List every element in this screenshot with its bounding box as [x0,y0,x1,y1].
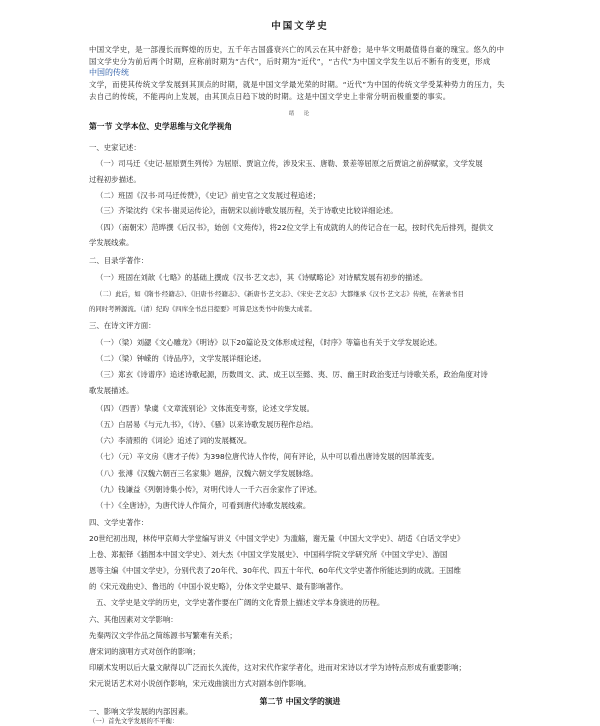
text-line: 先秦两汉文学作品之简练源书写繁难有关系； [89,631,237,640]
text-line: （七）（元）辛文房《唐才子传》为398位唐代诗人作传，间有评论，从中可以看出唐诗发展的因革流变。 [96,452,439,461]
intro-link[interactable]: 中国的传统 [89,68,129,77]
text-line: （一）（梁）刘勰《文心雕龙》《明诗》以下20篇论及文体形成过程，《时序》等篇也有关于文学发展论述。 [96,338,442,347]
text-line: （三）郑玄《诗谱序》追述诗歌起源，历数周文、武、成王以至懿、夷、厉、幽王时政治变迁与诗歌关系，政治角度对诗 [96,370,488,379]
text-line: （九）钱谦益《列朝诗集小传》，对明代诗人一千六百余家作了评述。 [96,485,322,494]
intro-line: 国文学史分为前后两个时期，应称前时期为“古代”，后时期为“近代”，“古代”为中国文学发生以后不断有的变更，形成 [89,57,491,66]
text-line: （六）李清照的《词论》追述了词的发展概况。 [96,436,252,445]
text-line: 一、影响文学发展的内部因素。 [89,707,193,716]
text-line: 宋元说话艺术对小说创作影响，宋元戏曲演出方式对剧本创作影响。 [89,679,311,688]
text-line: 过程初步描述。 [89,175,141,184]
text-line: （二）（梁）钟嵘的《诗品序》，文学发展详细论述。 [96,354,266,363]
text-line: 恩等主编《中国文学史》，分别代表了20年代、30年代、四五十年代、60年代文学史著作所能达到的成就。王国维 [89,566,461,575]
intro-line: 中国文学史，是一部漫长而辉煌的历史，五千年古国盛衰兴亡的风云在其中舒卷；是中华文明最值得自豪的瑰宝。悠久的中 [89,45,505,54]
text-line: （一）司马迁《史记·屈原贾生列传》为屈原、贾谊立传，涉及宋玉、唐勒、景差等屈原之后贾谊之前辞赋家，文学发展 [96,159,483,168]
text-line: 20世纪初出现，林传甲京师大学堂编写讲义《中国文学史》为滥觞，谢无量《中国大文学史》、胡适《白话文学史》 [89,534,465,543]
text-line: （一）班固在刘歆《七略》的基础上撰成《汉书·艺文志》，其《诗赋略论》对诗赋发展有初步的描述。 [96,273,428,282]
text-line: 三、在诗文评方面： [89,321,156,330]
text-line: （八）张溥《汉魏六朝百三名家集》题辞，汉魏六朝文学发展脉络。 [96,469,318,478]
text-line: （五）白居易《与元九书》，《诗》、《骚》以来诗歌发展历程作总结。 [96,420,318,429]
document-title: 中国文学史 [271,21,329,32]
text-line: 歌发展描述。 [89,386,134,395]
section-heading: 第一节 文学本位、史学思维与文化学视角 [89,122,233,131]
intro-line: 文学，而使其传统文学发展到其顶点的时期，就是中国文学最光荣的时期。“近代”为中国的传统文学受某种势力的压力，失 [89,80,505,89]
text-line: 的同时考辨源流。（清）纪昀《四库全书总目提要》可算是这类书中的集大成者。 [89,305,316,313]
text-line: 学发展线索。 [89,238,134,247]
text-line: （四）（西晋）挚虞《文章流别论》文体流变考察，论述文学发展。 [96,404,315,413]
text-line: （一）首先文学发展的不平衡： [89,717,179,725]
subtitle: 绪 论 [288,111,312,117]
text-line: （十）《全唐诗》，为唐代诗人作简介，可看到唐代诗歌发展线索。 [96,501,311,510]
section-heading: 第二节 中国文学的演进 [259,697,341,706]
text-line: 的《宋元戏曲史》、鲁迅的《中国小说史略》，分体文学史最早、最有影响著作。 [89,582,348,591]
text-line: （二）此后，如《隋书·经籍志》、《旧唐书·经籍志》、《新唐书·艺文志》、《宋史·艺文志》大都继承《汉书·艺文志》传统，在著录书目 [96,290,465,298]
text-line: （三）齐梁沈约《宋书·谢灵运传论》，南朝宋以前诗歌发展历程，关于诗歌史比较详细论述。 [96,206,398,215]
text-line: 印刷术发明以后大量文献得以广泛而长久流传，这对宋代作家学者化，进而对宋诗以才学为诗特点形成有重要影响； [89,663,466,672]
text-line: （二）班固《汉书·司马迁传赞》，《史记》前史官之文发展过程追述； [96,191,321,200]
text-line: 唐宋词的演唱方式对创作的影响； [89,647,200,656]
intro-line: 去自己的传统，不能再向上发展，由其顶点日趋下坡的时期。这是中国文学史上非常分明而极重要的事实。 [89,92,451,101]
text-line: 二、目录学著作： [89,256,149,265]
text-line: 四、文学史著作： [89,518,149,527]
text-line: 五、文学史是文学的历史，文学史著作要在广阔的文化背景上描述文学本身演进的历程。 [96,598,385,607]
text-line: 一、史家记述： [89,143,141,152]
text-line: （四）（南朝宋）范晔撰《后汉书》，始创《文苑传》，将22位文学上有成就的人的传记合在一起，按时代先后排列，提供文 [96,223,494,232]
text-line: 上卷、郑振铎《插图本中国文学史》、刘大杰《中国文学发展史》、中国科学院文学研究所《中国文学史》、游国 [89,550,448,559]
text-line: 六、其他因素对文学影响： [89,615,178,624]
